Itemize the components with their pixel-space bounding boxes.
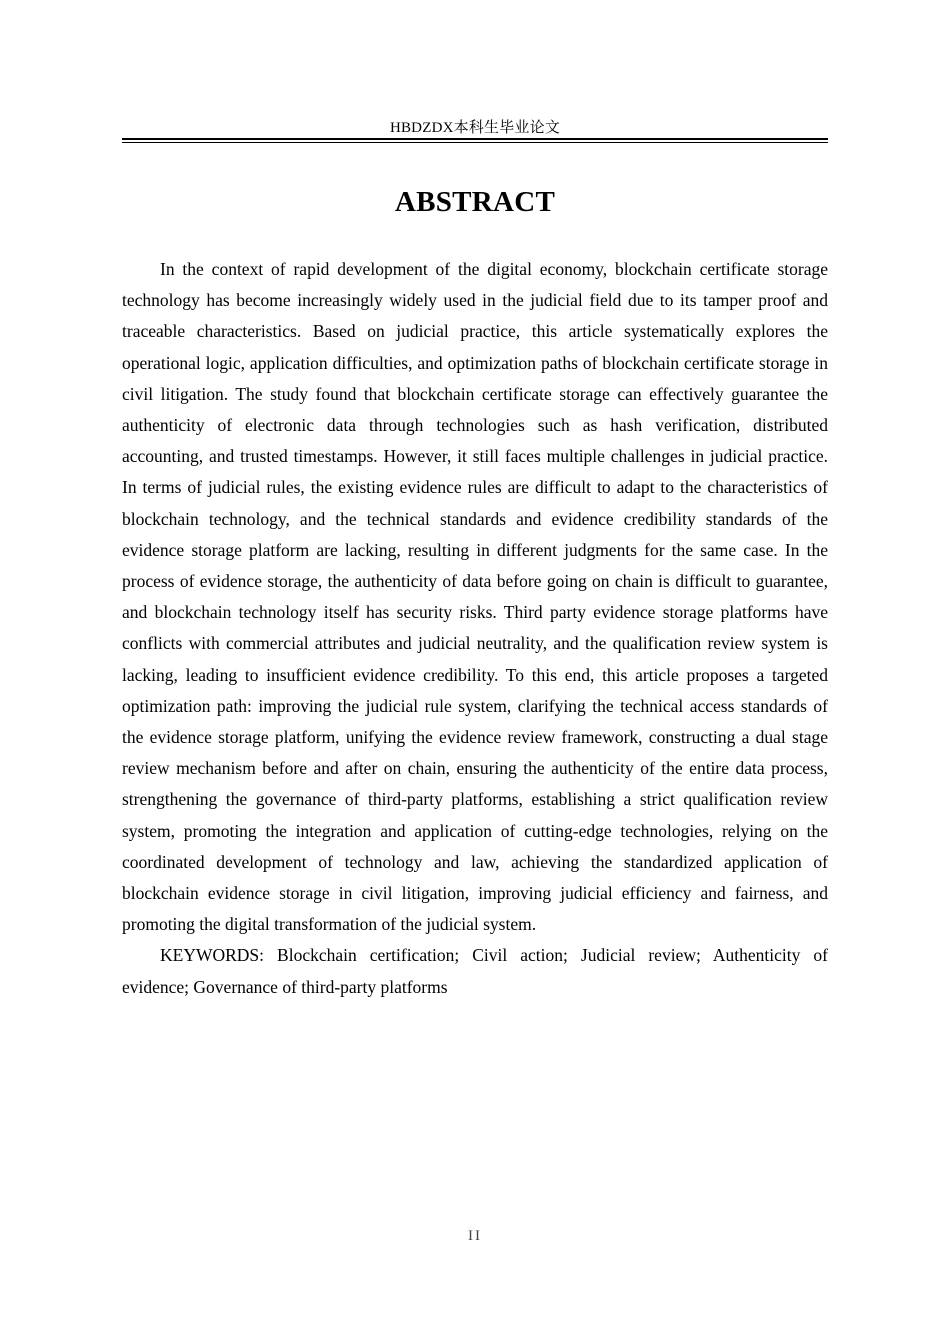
page-title: ABSTRACT <box>394 186 556 218</box>
running-header: HBDZDX本科生毕业论文 <box>389 120 561 136</box>
page-number: II <box>468 1228 482 1244</box>
abstract-body <box>122 254 828 1003</box>
header-double-rule <box>122 138 828 143</box>
keywords-line: KEYWORDS: Blockchain certification; Civil action; Judicial review; Authenticity of evidence; Governance of third-party platforms <box>122 945 828 997</box>
abstract-paragraph: In the context of rapid development of the digital economy, blockchain certificate storage technology has become increasingly widely used in the judicial field due to its tamper proof and traceable characteristics. Based on judicial practice, this article systematically explores the operational logic, application difficulties, and optimization paths of blockchain certificate storage in civil litigation. The study found that blockchain certificate storage can effectively guarantee the authenticity of electronic data through technologies such as hash verification, distributed accounting, and trusted timestamps. However, it still faces multiple challenges in judicial practice. In terms of judicial rules, the existing evidence rules are difficult to adapt to the characteristics of blockchain technology, and the technical standards and evidence credibility standards of the evidence storage platform are lacking, resulting in different judgments for the same case. In the process of evidence storage, the authenticity of data before going on chain is difficult to guarantee, and blockchain technology itself has security risks. Third party evidence storage platforms have conflicts with commercial attributes and judicial neutrality, and the qualification review system is lacking, leading to insufficient evidence credibility. To this end, this article proposes a targeted optimization path: improving the judicial rule system, clarifying the technical access standards of the evidence storage platform, unifying the evidence review framework, constructing a dual stage review mechanism before and after on chain, ensuring the authenticity of the entire data process, strengthening the governance of third-party platforms, establishing a strict qualification review system, promoting the integration and application of cutting-edge technologies, relying on the coordinated development of technology and law, achieving the standardized application of blockchain evidence storage in civil litigation, improving judicial efficiency and fairness, and promoting the digital transformation of the judicial system. <box>122 259 828 935</box>
